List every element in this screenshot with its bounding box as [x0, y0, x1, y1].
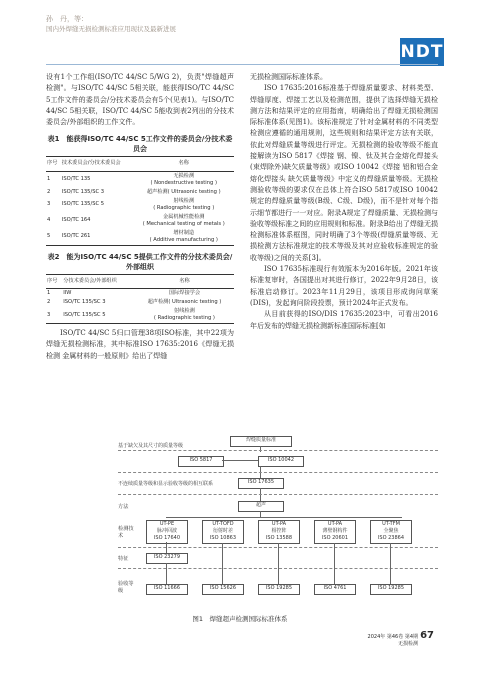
table2-header-org: 分技术委员会/外部组织: [62, 274, 135, 288]
table1-header-name: 名称: [133, 157, 234, 171]
page-header: [46, 14, 446, 34]
right-paragraph-2: ISO 17635标准现行有效版本为2016年版。2021年该标准复审时，各国提出对其进行修订，2022年9月28日，该标准启动修订。2023年11月29日，该项目形成询问草案(DIS)，发起询问阶段投票，预计2024年正式发布。: [250, 265, 438, 307]
header-running-title: 国内外焊缝无损检测标准应用现状及最新进展: [46, 25, 176, 33]
table-cell: 3: [46, 307, 62, 324]
tech-desc: 全聚焦: [383, 528, 399, 534]
acceptance-label: 验收等级: [118, 581, 134, 594]
table-cell: ISO/TC 135/SC 5: [61, 201, 105, 208]
table-cell: ISO/TC 164: [61, 217, 91, 224]
tech-desc: 脉冲回波: [156, 528, 177, 534]
tech-box-ut-pa-thin: [314, 520, 356, 544]
divider-line: [118, 450, 438, 451]
tech-name: UT-PA: [271, 521, 287, 527]
table-cell: ISO/TC 135/SC 5: [62, 307, 135, 324]
right-paragraph-3: 从目前获得的ISO/DIS 17635:2023中，可看出2016年后发布的焊缝无损检测新标准国际标准[如: [250, 310, 438, 330]
iso5817-box: ISO 5817: [178, 456, 224, 467]
quality-level-label: 基于缺欠及其尺寸的质量等级: [118, 443, 184, 449]
cell-line: ( Radiographic testing ): [153, 204, 215, 211]
table-row: [46, 229, 234, 246]
right-paragraph-1: ISO 17635:2016标准基于焊缝质量要求、材料类型、焊缝厚度、焊接工艺以及检测范围，提供了选择焊缝无损检测方法和结果评定的应用指南，明确给出了焊缝无损检测国际标准体系(见图1)。该标准规定了针对金属材料的不同类型检测应遵循的通用规则，这些规则和结果评定方法有关联，依此对焊缝质量等级进行评定。无损检测的验收等级不能直接解读为ISO 5817《焊接 钢、镍、钛及其合金熔化焊接头(束焊除外)缺欠质量等级》或ISO 10042《焊接 铝和铝合金熔化焊接头 缺欠质量等级》中定义的焊缝质量等级。无损检测验收等级的要求仅在总体上符合ISO 5817或ISO 10042规定的焊缝质量等级(B级、C级、D级)，而不是针对每个指示细节都进行一一对应。附录A规定了焊缝质量、无损检测与验收等级标准之间的应用规则和标准。附录B给出了焊缝无损检测标准体系框图，同时明确了3个等级(焊缝质量等级、无损检测方法标准规定的技术等级及其对应验收标准规定的验收等级)之间的关系[3]。: [250, 84, 438, 262]
journal-name: 无损检测: [397, 641, 418, 647]
table2: [46, 274, 234, 324]
tech-std: ISO 13588: [265, 535, 293, 541]
table-row: [46, 298, 234, 307]
connector-line: [278, 543, 279, 584]
tech-box-ut-pa: [258, 520, 300, 544]
connector-line: [390, 543, 391, 584]
tech-desc: 相控阵: [271, 528, 287, 534]
connector-line: [222, 543, 223, 584]
right-column: [250, 72, 438, 332]
connector-line: [166, 517, 402, 518]
connector-line: [260, 488, 261, 502]
table-row: [46, 197, 234, 213]
table-cell: 3: [47, 201, 51, 208]
tech-std: ISO 10863: [209, 535, 237, 541]
connector-line: [166, 542, 167, 553]
table-row: [46, 188, 234, 197]
tech-box-ut-pe: [146, 520, 188, 544]
connector-line: [334, 543, 335, 584]
tech-name: UT-TFM: [382, 521, 400, 527]
table-cell: [133, 197, 234, 213]
method-label: 方法: [118, 504, 129, 510]
table1-header-index: 序号: [46, 157, 61, 171]
page-number: 67: [420, 630, 434, 641]
divider-line: [118, 494, 438, 495]
tech-std: ISO 17640: [153, 535, 181, 541]
ultrasonic-method-box: 超声: [238, 501, 284, 512]
tech-std: ISO 20601: [321, 535, 349, 541]
header-rule: [46, 64, 438, 65]
cell-line: ( Mechanical testing of metals ): [142, 220, 225, 227]
issue-text: 2024年 第46卷 第4期: [367, 634, 418, 640]
table2-header-name: 名称: [135, 274, 234, 288]
special-label: 特征: [118, 556, 129, 562]
table-row: [46, 289, 234, 299]
table-cell: [133, 171, 234, 188]
tech-desc: 薄壁钢构件: [322, 528, 348, 534]
table-row: [46, 307, 234, 324]
table-cell: 2: [47, 299, 51, 306]
connector-line: [222, 460, 258, 461]
figure1-diagram: [118, 436, 448, 606]
figure1-caption: 图1 焊缝超声检测国际标准体系: [192, 615, 288, 623]
connector-line: [260, 446, 261, 452]
technique-label: 检测技术: [118, 526, 134, 539]
table-cell: [133, 213, 234, 229]
connector-line: [166, 563, 167, 584]
iso23279-box: ISO 23279: [146, 553, 188, 564]
table-cell: 超声检测( Ultrasonic testing ): [146, 188, 221, 195]
table-cell: [133, 229, 234, 246]
table-cell: 4: [47, 217, 51, 224]
left-column: [46, 72, 234, 362]
accept-box-iso19285: ISO 19285: [258, 584, 300, 595]
table-cell: 国际焊接学会: [168, 290, 201, 297]
journal-logo: NDT: [400, 38, 444, 66]
accept-box-iso11666: ISO 11666: [146, 584, 188, 595]
table-cell: 2: [47, 188, 51, 195]
table-cell: 5: [46, 229, 61, 246]
tech-desc: 衍射时差: [212, 528, 233, 534]
table-cell: ISO/TC 135/SC 3: [61, 188, 105, 195]
cell-line: 射线检测: [174, 308, 195, 315]
general-relation-label: 不连续质量等级和显示验收等级的相互联系: [118, 481, 214, 487]
table-cell: 1: [47, 176, 51, 183]
journal-issue: [368, 634, 418, 648]
tech-std: ISO 23864: [377, 535, 405, 541]
iso10042-box: ISO 10042: [258, 456, 304, 467]
table-cell: ISO/TC 135: [61, 176, 91, 183]
tech-box-ut-tofd: [202, 520, 244, 544]
cell-line: ( Nondestructive testing ): [150, 179, 218, 186]
table1-header-committee: 技术委员会/分技术委员会: [61, 157, 134, 171]
cell-line: ( Radiographic testing ): [153, 315, 215, 322]
table-row: [46, 213, 234, 229]
cell-line: 金属机械性能检测: [162, 213, 205, 220]
cell-line: ( Additive manufacturing ): [149, 236, 218, 243]
table-cell: 1: [47, 290, 51, 297]
table-cell: ISO/TC 135/SC 3: [63, 299, 106, 306]
header-authors: 孙 丹，等：: [46, 15, 88, 23]
table-cell: ISO/TC 261: [61, 229, 134, 246]
tech-name: UT-TOFD: [212, 521, 234, 527]
table-cell: 超声检测( Ultrasonic testing ): [147, 299, 222, 306]
table2-header-index: 序号: [46, 274, 62, 288]
tech-box-ut-tfm: [370, 520, 412, 544]
divider-line: [118, 472, 438, 473]
weld-quality-standard-box: 焊缝质量标准: [230, 436, 292, 447]
left-paragraph-1: 设有1个工作组(ISO/TC 44/SC 5/WG 2)，负责"焊缝超声检测"。与ISO/TC 44/SC 5相关联，能获得ISO/TC 44/SC 5工作文件的委员会/分技术委员会有5个(见表1)。与ISO/TC 44/SC 5相关联，ISO/TC 44/SC 5能收到表2列出的分技术委员会/外部组织的工作文件。: [46, 73, 234, 127]
cell-line: 无损检测: [173, 172, 195, 179]
table1-caption: 表1 能获得ISO/TC 44/SC 5工作文件的委员会/分技术委员会: [47, 135, 233, 154]
table-row: [46, 171, 234, 188]
table-cell: IIW: [63, 290, 72, 297]
table-cell: [135, 307, 234, 324]
cell-line: 增材制造: [173, 229, 195, 236]
tech-name: UT-PE: [159, 521, 175, 527]
left-paragraph-2: ISO/TC 44/SC 5归口管理38项ISO标准，其中22项为焊缝无损检测标准，其中标准ISO 17635:2016《焊缝无损检测 金属材料的一般原则》给出了焊缝: [46, 329, 234, 360]
accept-box-iso15626: ISO 15626: [202, 584, 244, 595]
iso17635-box: ISO 17635: [238, 478, 284, 489]
table1: [46, 156, 234, 245]
accept-box-iso19285-b: ISO 19285: [370, 584, 412, 595]
cell-line: 射线检测: [173, 197, 195, 204]
table2-caption: 表2 能为ISO/TC 44/SC 5提供工作文件的分技术委员会/外部组织: [47, 252, 233, 271]
tech-name: UT-PA: [327, 521, 343, 527]
right-paragraph-0: 无损检测国际标准体系。: [250, 73, 327, 81]
accept-box-iso4761: ISO 4761: [314, 584, 356, 595]
